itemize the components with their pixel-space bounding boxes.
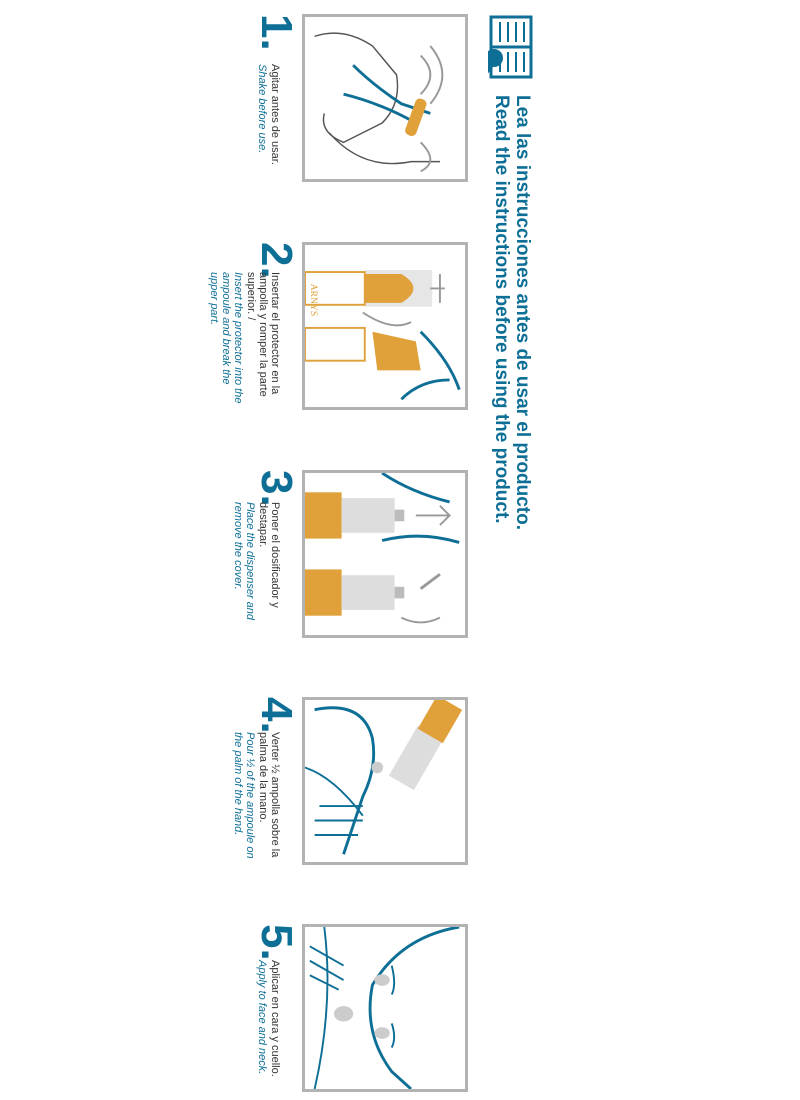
step-3-text-en: Place the dispenser and remove the cover. — [232, 502, 256, 621]
svg-text:ARNYS: ARNYS — [307, 283, 319, 317]
step-1-number: 1. — [252, 14, 301, 51]
step-1-text-en: Shake before use. — [256, 64, 268, 154]
step-3-number: 3. — [252, 470, 301, 507]
step-4-text-es: Verter ½ ampolla sobre la palma de la mano. — [257, 732, 281, 858]
face-apply-icon — [305, 927, 465, 1089]
step-2-number: 2. — [252, 242, 301, 279]
step-5-illustration — [302, 924, 468, 1092]
step-5-text-es: Aplicar en cara y cuello. — [269, 960, 281, 1077]
page-subtitle: Read the instructions before using the product. — [491, 95, 512, 524]
step-1-text-es: Agitar antes de usar. — [269, 64, 281, 165]
step-5-text-en: Apply to face and neck. — [256, 960, 268, 1075]
step-3-text-es: Poner el dosificador y destapar. — [257, 502, 281, 608]
book-reader-icon — [488, 14, 534, 80]
step-2-text-es: Insertar el protector en la ampolla y romper la parte superior. / — [245, 272, 281, 397]
palm-pour-icon — [305, 700, 465, 862]
step-5-number: 5. — [252, 924, 301, 961]
page-title: Lea las instrucciones antes de usar el producto. — [512, 95, 533, 531]
step-2-illustration — [302, 242, 468, 410]
step-3-illustration — [302, 470, 468, 638]
dispenser-icon — [305, 473, 465, 635]
step-4-number: 4. — [252, 697, 301, 734]
step-4-illustration — [302, 697, 468, 865]
ampoule-break-icon — [305, 245, 465, 407]
shake-hands-icon — [305, 17, 465, 179]
step-2-text-en: Insert the protector into the ampoule and break the upper part. — [208, 272, 244, 404]
step-1-illustration — [302, 14, 468, 182]
step-4-text-en: Pour ½ of the ampoule on the palm of the hand. — [232, 732, 256, 859]
